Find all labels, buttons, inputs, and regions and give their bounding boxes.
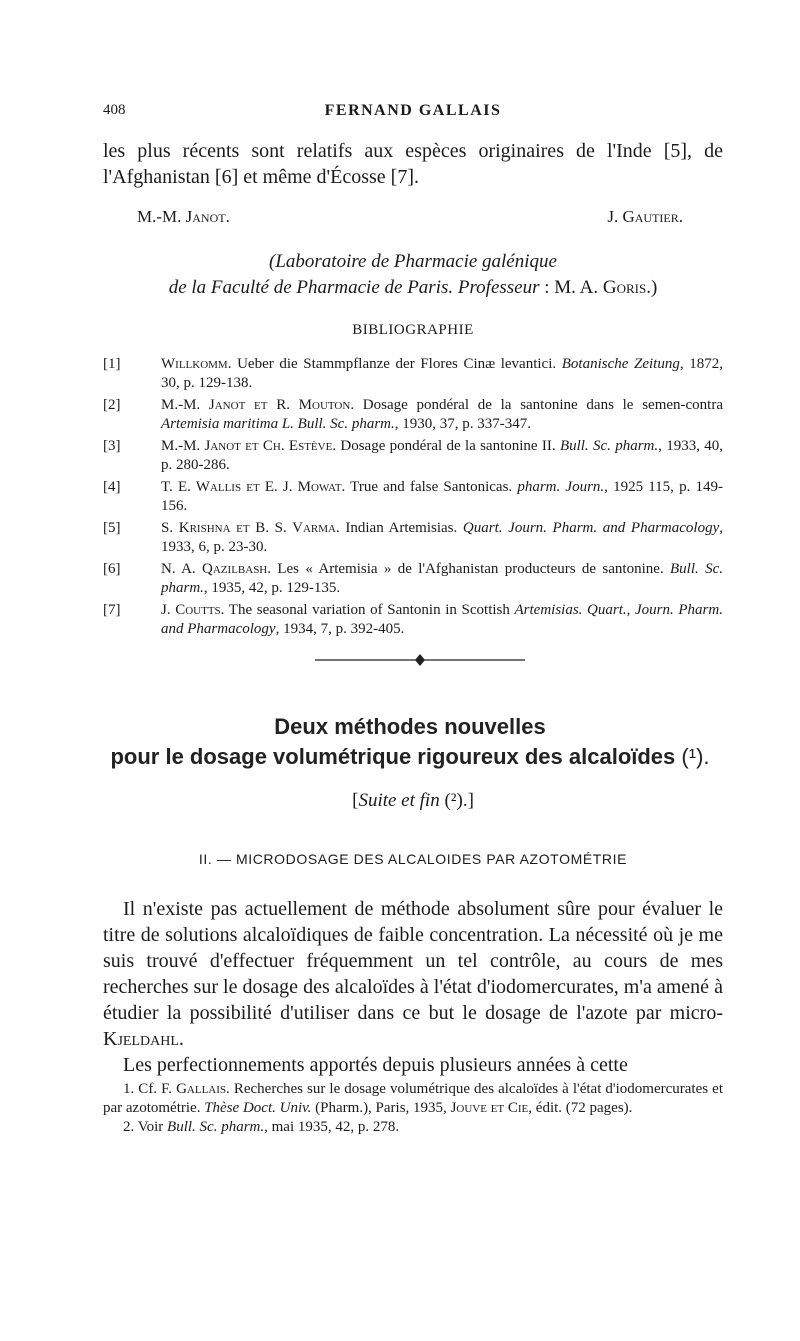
reference-number: [5] [103,520,121,536]
suite-footnote-ref: (²) [444,790,463,811]
section-divider-ornament [315,652,525,668]
reference-rest: , 1872, 30, p. 129-138. [161,356,723,391]
running-header [103,102,723,126]
footnote-1-paren: (Pharm.), Paris, 1935, [311,1100,451,1116]
reference-text: The seasonal variation of Santonin in Scottish [224,602,515,618]
bibliography-list [103,355,723,642]
reference-authors: T. E. Wallis et E. J. Mowat. [161,479,346,495]
running-title: FERNAND GALLAIS [324,102,502,119]
author-gautier: J. Gautier. [607,207,683,226]
lab-professor-name: Goris [602,277,647,298]
body-paragraph-2: Les perfectionnements apportés depuis plusieurs années à cette [123,1054,628,1076]
reference-rest: , 1933, 40, p. 280-286. [161,438,724,473]
reference-item [103,396,723,434]
reference-journal: pharm. Journ. [517,479,605,495]
lab-line-1: (Laboratoire de Pharmacie galénique [269,251,557,272]
reference-journal: Artemisia maritima L. Bull. Sc. pharm. [161,416,395,432]
footnote-1-author: Gallais [176,1081,227,1097]
footnote-1-end: , édit. (72 pages). [528,1100,633,1116]
reference-authors: Willkomm. [161,356,232,372]
reference-journal: Quart. Journ. Pharm. and Pharmacology [462,520,720,536]
section-heading: II. — MICRODOSAGE DES ALCALOIDES PAR AZOTOMÉTRIE [198,851,628,867]
reference-journal: Bull. Sc. pharm. [161,561,724,596]
body-paragraph-1-end: . [178,1028,184,1050]
kjeldahl-name: Kjeldahl [103,1028,179,1050]
footnote-1-publisher: Jouve et Cie [450,1100,529,1116]
reference-authors: M.-M. Janot et R. Mouton. [161,397,355,413]
reference-text: Dosage pondéral de la santonine dans le semen-contra [354,397,723,413]
footnote-1-pre: 1. Cf. F. [123,1081,177,1097]
reference-text: Dosage pondéral de la santonine II. [336,438,560,454]
footnote-2 [103,1118,723,1137]
reference-authors: N. A. Qazilbash. [161,561,271,577]
reference-number: [7] [103,602,121,618]
reference-rest: , 1935, 42, p. 129-135. [203,580,341,596]
reference-number: [4] [103,479,121,495]
suite-et-fin: [Suite et fin (²).] [352,790,474,811]
reference-rest: , 1933, 6, p. 23-30. [161,520,724,555]
article-body [103,896,723,1078]
reference-journal: Bull. Sc. pharm. [559,438,659,454]
footnotes [103,1080,723,1137]
reference-number: [3] [103,438,121,454]
footnote-2-end: , mai 1935, 42, p. 278. [264,1119,400,1135]
footnote-2-pre: 2. Voir [123,1119,168,1135]
body-paragraph-1-text: Il n'existe pas actuellement de méthode absolument sûre pour évaluer le titre de solutions alcaloïdiques de faible concentration. La nécessité où je me suis trouvé d'effectuer fréquemment un tel contrôle, au cours de mes recherches sur le dosage des alcaloïdes à l'état d'iodomercurates, m'a amené à étudier la possibilité d'utiliser dans ce but le dosage de l'azote par micro- [103,898,723,1024]
reference-item [103,355,723,393]
reference-item [103,560,723,598]
article-title-footnote-ref: (¹). [681,744,710,769]
intro-paragraph: les plus récents sont relatifs aux espèces originaires de l'Inde [5], de l'Afghanistan [6] et même d'Écosse [7]. [103,140,723,188]
lab-line-2-rest: : M. A. [539,277,603,298]
reference-number: [6] [103,561,121,577]
reference-authors: M.-M. Janot et Ch. Estève. [161,438,337,454]
article-title [80,712,740,772]
body-paragraph-1 [103,896,723,1052]
laboratory-affiliation [103,249,723,301]
reference-text: Les « Artemisia » de l'Afghanistan producteurs de santonine. [271,561,670,577]
reference-text: Ueber die Stammpflanze der Flores Cinæ levantici. [231,356,562,372]
article-title-line-2-text: pour le dosage volumétrique rigoureux des alcaloïdes [110,744,676,769]
reference-authors: J. Coutts. [161,602,225,618]
footnote-1 [103,1080,723,1118]
suite-et-fin-text: Suite et fin [358,790,440,811]
article-title-line-1: Deux méthodes nouvelles [274,714,546,739]
reference-rest: , 1925 115, p. 149-156. [161,479,723,514]
reference-authors: S. Krishna et B. S. Varma. [161,520,340,536]
footnote-2-journal: Bull. Sc. pharm. [167,1119,265,1135]
reference-number: [1] [103,356,121,372]
footnote-1-text: . Recherches sur le dosage volumétrique des alcaloïdes à l'état d'iodomercurates et par azotométrie. [103,1081,723,1116]
reference-text: Indian Artemisias. [339,520,463,536]
reference-rest: , 1930, 37, p. 337-347. [394,416,532,432]
reference-item [103,519,723,557]
footnote-1-thesis: Thèse Doct. Univ. [204,1100,312,1116]
reference-journal: Artemisias. Quart., Journ. Pharm. and Pharmacology [161,602,723,637]
reference-item [103,478,723,516]
page-number: 408 [103,102,126,118]
reference-rest: , 1934, 7, p. 392-405. [275,621,405,637]
reference-item [103,601,723,639]
lab-line-2 [103,275,723,301]
reference-journal: Botanische Zeitung [561,356,680,372]
lab-line-2-end: .) [646,277,658,298]
article-title-line-2 [80,742,740,772]
reference-item [103,437,723,475]
author-janot: M.-M. Janot. [137,207,230,226]
reference-number: [2] [103,397,121,413]
lab-line-2-italic: de la Faculté de Pharmacie de Paris. Professeur [168,277,540,298]
reference-text: True and false Santonicas. [345,479,518,495]
authors-line [103,207,683,233]
bibliography-title: BIBLIOGRAPHIE [352,322,474,338]
